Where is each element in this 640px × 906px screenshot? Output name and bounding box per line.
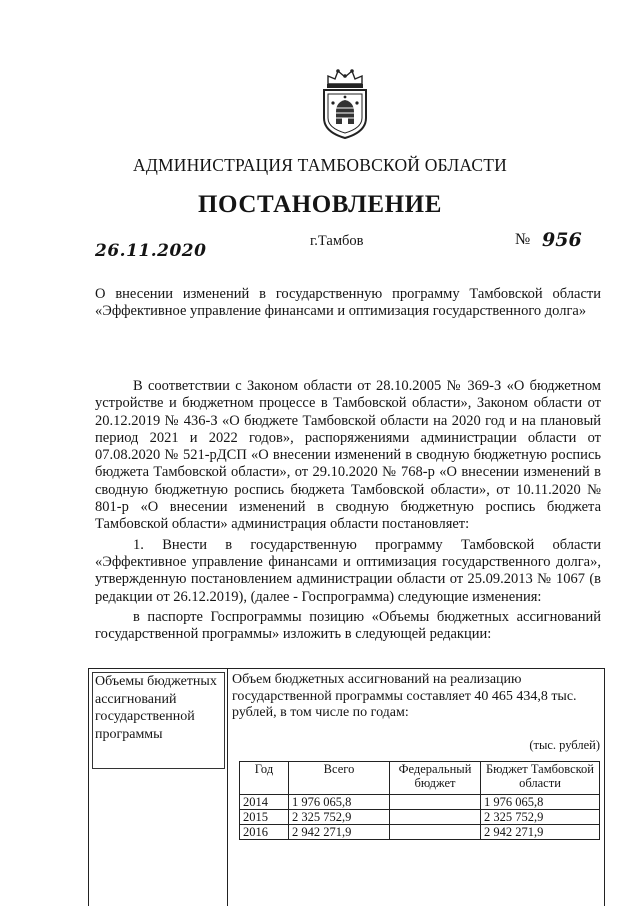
- document-title: ПОСТАНОВЛЕНИЕ: [197, 191, 443, 218]
- document-number: 956: [542, 229, 582, 251]
- regional-cell: 2 325 752,9: [481, 810, 600, 825]
- total-cell: 1 976 065,8: [289, 795, 390, 810]
- table-header-row: [240, 762, 600, 795]
- regional-cell: 2 942 271,9: [481, 825, 600, 840]
- units-note: (тыс. рублей): [529, 738, 600, 752]
- preamble-paragraph: В соответствии с Законом области от 28.10.2005 № 369-З «О бюджетном устройстве и бюджетном процессе в Тамбовской области», Законом области от 20.12.2019 № 436-З «О бюджете Тамбовской области на 2020 год и на плановый период 2021 и 2022 годов», распоряжениями администрации области от 07.08.2020 № 521-рДСП «О внесении изменений в сводную бюджетную роспись бюджета Тамбовской области», от 29.10.2020 № 768-р «О внесении изменений в сводную бюджетную роспись бюджета Тамбовской области», от 10.11.2020 № 801-р «О внесении изменений в сводную бюджетную роспись бюджета Тамбовской области» администрация области постановляет:: [95, 378, 601, 533]
- document-city: г.Тамбов: [310, 233, 364, 249]
- col-header-year: Год: [240, 762, 289, 795]
- total-cell: 2 325 752,9: [289, 810, 390, 825]
- document-subject: О внесении изменений в государственную программу Тамбовской области «Эффективное управление финансами и оптимизация государственного долга»: [95, 286, 601, 319]
- passport-intro-paragraph: в паспорте Госпрограммы позицию «Объемы бюджетных ассигнований государственной программы» изложить в следующей редакции:: [95, 608, 601, 643]
- year-cell: 2015: [240, 810, 289, 825]
- year-cell: 2014: [240, 795, 289, 810]
- passport-left-label: Объемы бюджетных ассигнований государственной программы: [95, 674, 217, 742]
- passport-left-cell: [89, 669, 228, 906]
- table-row: [240, 810, 600, 825]
- passport-right-text: Объем бюджетных ассигнований на реализацию государственной программы составляет 40 465 434,8 тыс. рублей, в том числе по годам:: [232, 672, 577, 720]
- passport-table: [88, 668, 605, 906]
- col-header-federal: Федеральный бюджет: [390, 762, 481, 795]
- col-header-total: Всего: [289, 762, 390, 795]
- coat-of-arms-emblem: [316, 66, 374, 140]
- table-row: [240, 825, 600, 840]
- issuing-authority: АДМИНИСТРАЦИЯ ТАМБОВСКОЙ ОБЛАСТИ: [133, 155, 507, 175]
- federal-cell: [390, 810, 481, 825]
- number-label: №: [515, 231, 531, 248]
- document-body: [95, 378, 601, 646]
- regional-cell: 1 976 065,8: [481, 795, 600, 810]
- item-1-paragraph: 1. Внести в государственную программу Тамбовской области «Эффективное управление финансами и оптимизация государственного долга», утвержденную постановлением администрации области от 25.09.2013 № 1067 (в редакции от 26.12.2019), (далее - Госпрограмма) следующие изменения:: [95, 536, 601, 605]
- funding-by-year-table: [239, 761, 600, 840]
- document-date: 26.11.2020: [95, 241, 207, 261]
- federal-cell: [390, 795, 481, 810]
- table-row: [240, 795, 600, 810]
- col-header-regional: Бюджет Тамбовской области: [481, 762, 600, 795]
- federal-cell: [390, 825, 481, 840]
- total-cell: 2 942 271,9: [289, 825, 390, 840]
- year-cell: 2016: [240, 825, 289, 840]
